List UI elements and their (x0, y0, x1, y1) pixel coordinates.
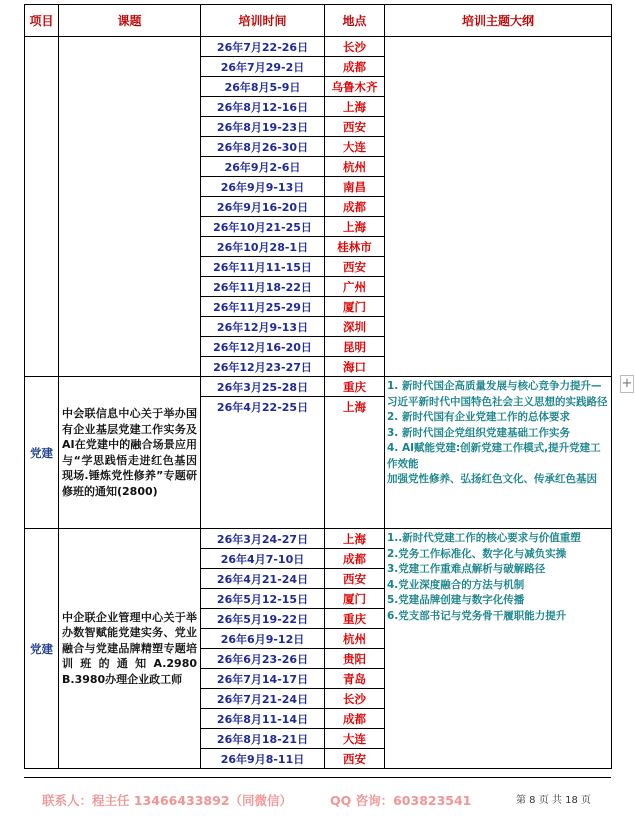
training-city: 上海 (325, 217, 385, 237)
training-date: 26年9月9-13日 (201, 177, 325, 197)
training-date: 26年9月2-6日 (201, 157, 325, 177)
training-date: 26年8月26-30日 (201, 137, 325, 157)
training-date: 26年6月23-26日 (201, 649, 325, 669)
training-date: 26年7月14-17日 (201, 669, 325, 689)
training-date: 26年12月16-20日 (201, 337, 325, 357)
header-outline: 培训主题大纲 (385, 5, 612, 37)
training-date: 26年11月25-29日 (201, 297, 325, 317)
outline-item: 4.党业深度融合的方法与机制 (387, 578, 525, 591)
outline-item: 2.党务工作标准化、数字化与减负实操 (387, 547, 567, 560)
training-date: 26年8月5-9日 (201, 77, 325, 97)
training-date: 26年7月21-24日 (201, 689, 325, 709)
training-city: 深圳 (325, 317, 385, 337)
project-category: 党建 (25, 377, 59, 529)
training-date: 26年7月29-2日 (201, 57, 325, 77)
training-city: 成都 (325, 57, 385, 77)
training-date: 26年8月18-21日 (201, 729, 325, 749)
outline-item: 5.党建品牌创建与数字化传播 (387, 594, 525, 606)
page-number: 第 8 页 共 18 页 (516, 795, 591, 806)
training-date: 26年6月9-12日 (201, 629, 325, 649)
training-date: 26年9月8-11日 (201, 749, 325, 769)
training-city: 西安 (325, 749, 385, 769)
training-city: 重庆 (325, 377, 385, 397)
training-date: 26年12月23-27日 (201, 357, 325, 377)
training-city: 成都 (325, 709, 385, 729)
training-city: 杭州 (325, 157, 385, 177)
training-city: 厦门 (325, 297, 385, 317)
training-date: 26年9月16-20日 (201, 197, 325, 217)
header-time: 培训时间 (201, 5, 325, 37)
training-date: 26年3月24-27日 (201, 529, 325, 549)
project-category: 党建 (25, 529, 59, 769)
training-city: 桂林市 (325, 237, 385, 257)
header-topic: 课题 (59, 5, 201, 37)
outline-item: 1..新时代党建工作的核心要求与价值重塑 (387, 532, 581, 544)
training-city: 杭州 (325, 629, 385, 649)
header-project: 项目 (25, 5, 59, 37)
training-outline (385, 377, 612, 529)
training-date: 26年10月28-1日 (201, 237, 325, 257)
outline-item: 4. AI赋能党建:创新党建工作模式,提升党建工作效能 (387, 442, 601, 470)
contact-info: 联系人：程主任 13466433892（同微信） (42, 793, 293, 808)
outline-item: 加强党性修养、弘扬红色文化、传承红色基因 (387, 473, 597, 485)
training-city: 成都 (325, 549, 385, 569)
training-city: 成都 (325, 197, 385, 217)
course-topic: 中企联企业管理中心关于举办数智赋能党建实务、党业融合与党建品牌精塑专题培训班的通知A.2980 B.3980办理企业政工师 (59, 529, 201, 769)
add-row-icon[interactable]: + (621, 376, 633, 391)
schedule-row (25, 529, 612, 549)
training-date: 26年12月9-13日 (201, 317, 325, 337)
training-city: 南昌 (325, 177, 385, 197)
header-location: 地点 (325, 5, 385, 37)
training-date: 26年4月21-24日 (201, 569, 325, 589)
outline-item: 1. 新时代国企高质量发展与核心竞争力提升—习近平新时代中国特色社会主义思想的实践路径 (387, 380, 608, 408)
training-date: 26年8月19-23日 (201, 117, 325, 137)
schedule-row (25, 377, 612, 397)
training-date: 26年3月25-28日 (201, 377, 325, 397)
training-city: 大连 (325, 729, 385, 749)
training-city: 上海 (325, 397, 385, 529)
training-city: 长沙 (325, 37, 385, 57)
training-city: 西安 (325, 257, 385, 277)
training-city: 广州 (325, 277, 385, 297)
training-city: 西安 (325, 117, 385, 137)
qq-info: QQ 咨询：603823541 (330, 793, 472, 808)
document-page (24, 4, 611, 769)
training-city: 贵阳 (325, 649, 385, 669)
training-outline (385, 529, 612, 769)
training-date: 26年11月11-15日 (201, 257, 325, 277)
training-date: 26年8月12-16日 (201, 97, 325, 117)
footer-divider (24, 777, 611, 778)
training-city: 大连 (325, 137, 385, 157)
training-date: 26年4月7-10日 (201, 549, 325, 569)
outline-item: 6.党支部书记与党务骨干履职能力提升 (387, 609, 567, 622)
outline-item: 3. 新时代国企党组织党建基础工作实务 (387, 426, 570, 439)
topic-cell-empty (59, 37, 201, 377)
training-date: 26年10月21-25日 (201, 217, 325, 237)
training-city: 西安 (325, 569, 385, 589)
schedule-row (25, 37, 612, 57)
training-city: 上海 (325, 97, 385, 117)
page-footer (24, 777, 611, 821)
training-date: 26年4月22-25日 (201, 397, 325, 529)
training-date: 26年8月11-14日 (201, 709, 325, 729)
training-city: 青岛 (325, 669, 385, 689)
training-date: 26年7月22-26日 (201, 37, 325, 57)
training-city: 上海 (325, 529, 385, 549)
course-topic: 中会联信息中心关于举办国有企业基层党建工作实务及AI在党建中的融合场景应用与“学思践悟走进红色基因现场.锤炼党性修养”专题研修班的通知(2800) (59, 377, 201, 529)
outline-item: 2. 新时代国有企业党建工作的总体要求 (387, 411, 570, 423)
training-city: 长沙 (325, 689, 385, 709)
training-city: 厦门 (325, 589, 385, 609)
training-city: 重庆 (325, 609, 385, 629)
training-date: 26年5月19-22日 (201, 609, 325, 629)
training-date: 26年11月18-22日 (201, 277, 325, 297)
header-row (25, 5, 612, 37)
project-cell-empty (25, 37, 59, 377)
training-city: 海口 (325, 357, 385, 377)
training-city: 乌鲁木齐 (325, 77, 385, 97)
training-date: 26年5月12-15日 (201, 589, 325, 609)
outline-cell-empty (385, 37, 612, 377)
outline-item: 3.党建工作重难点解析与破解路径 (387, 563, 546, 575)
training-city: 昆明 (325, 337, 385, 357)
training-schedule-table (24, 4, 612, 769)
